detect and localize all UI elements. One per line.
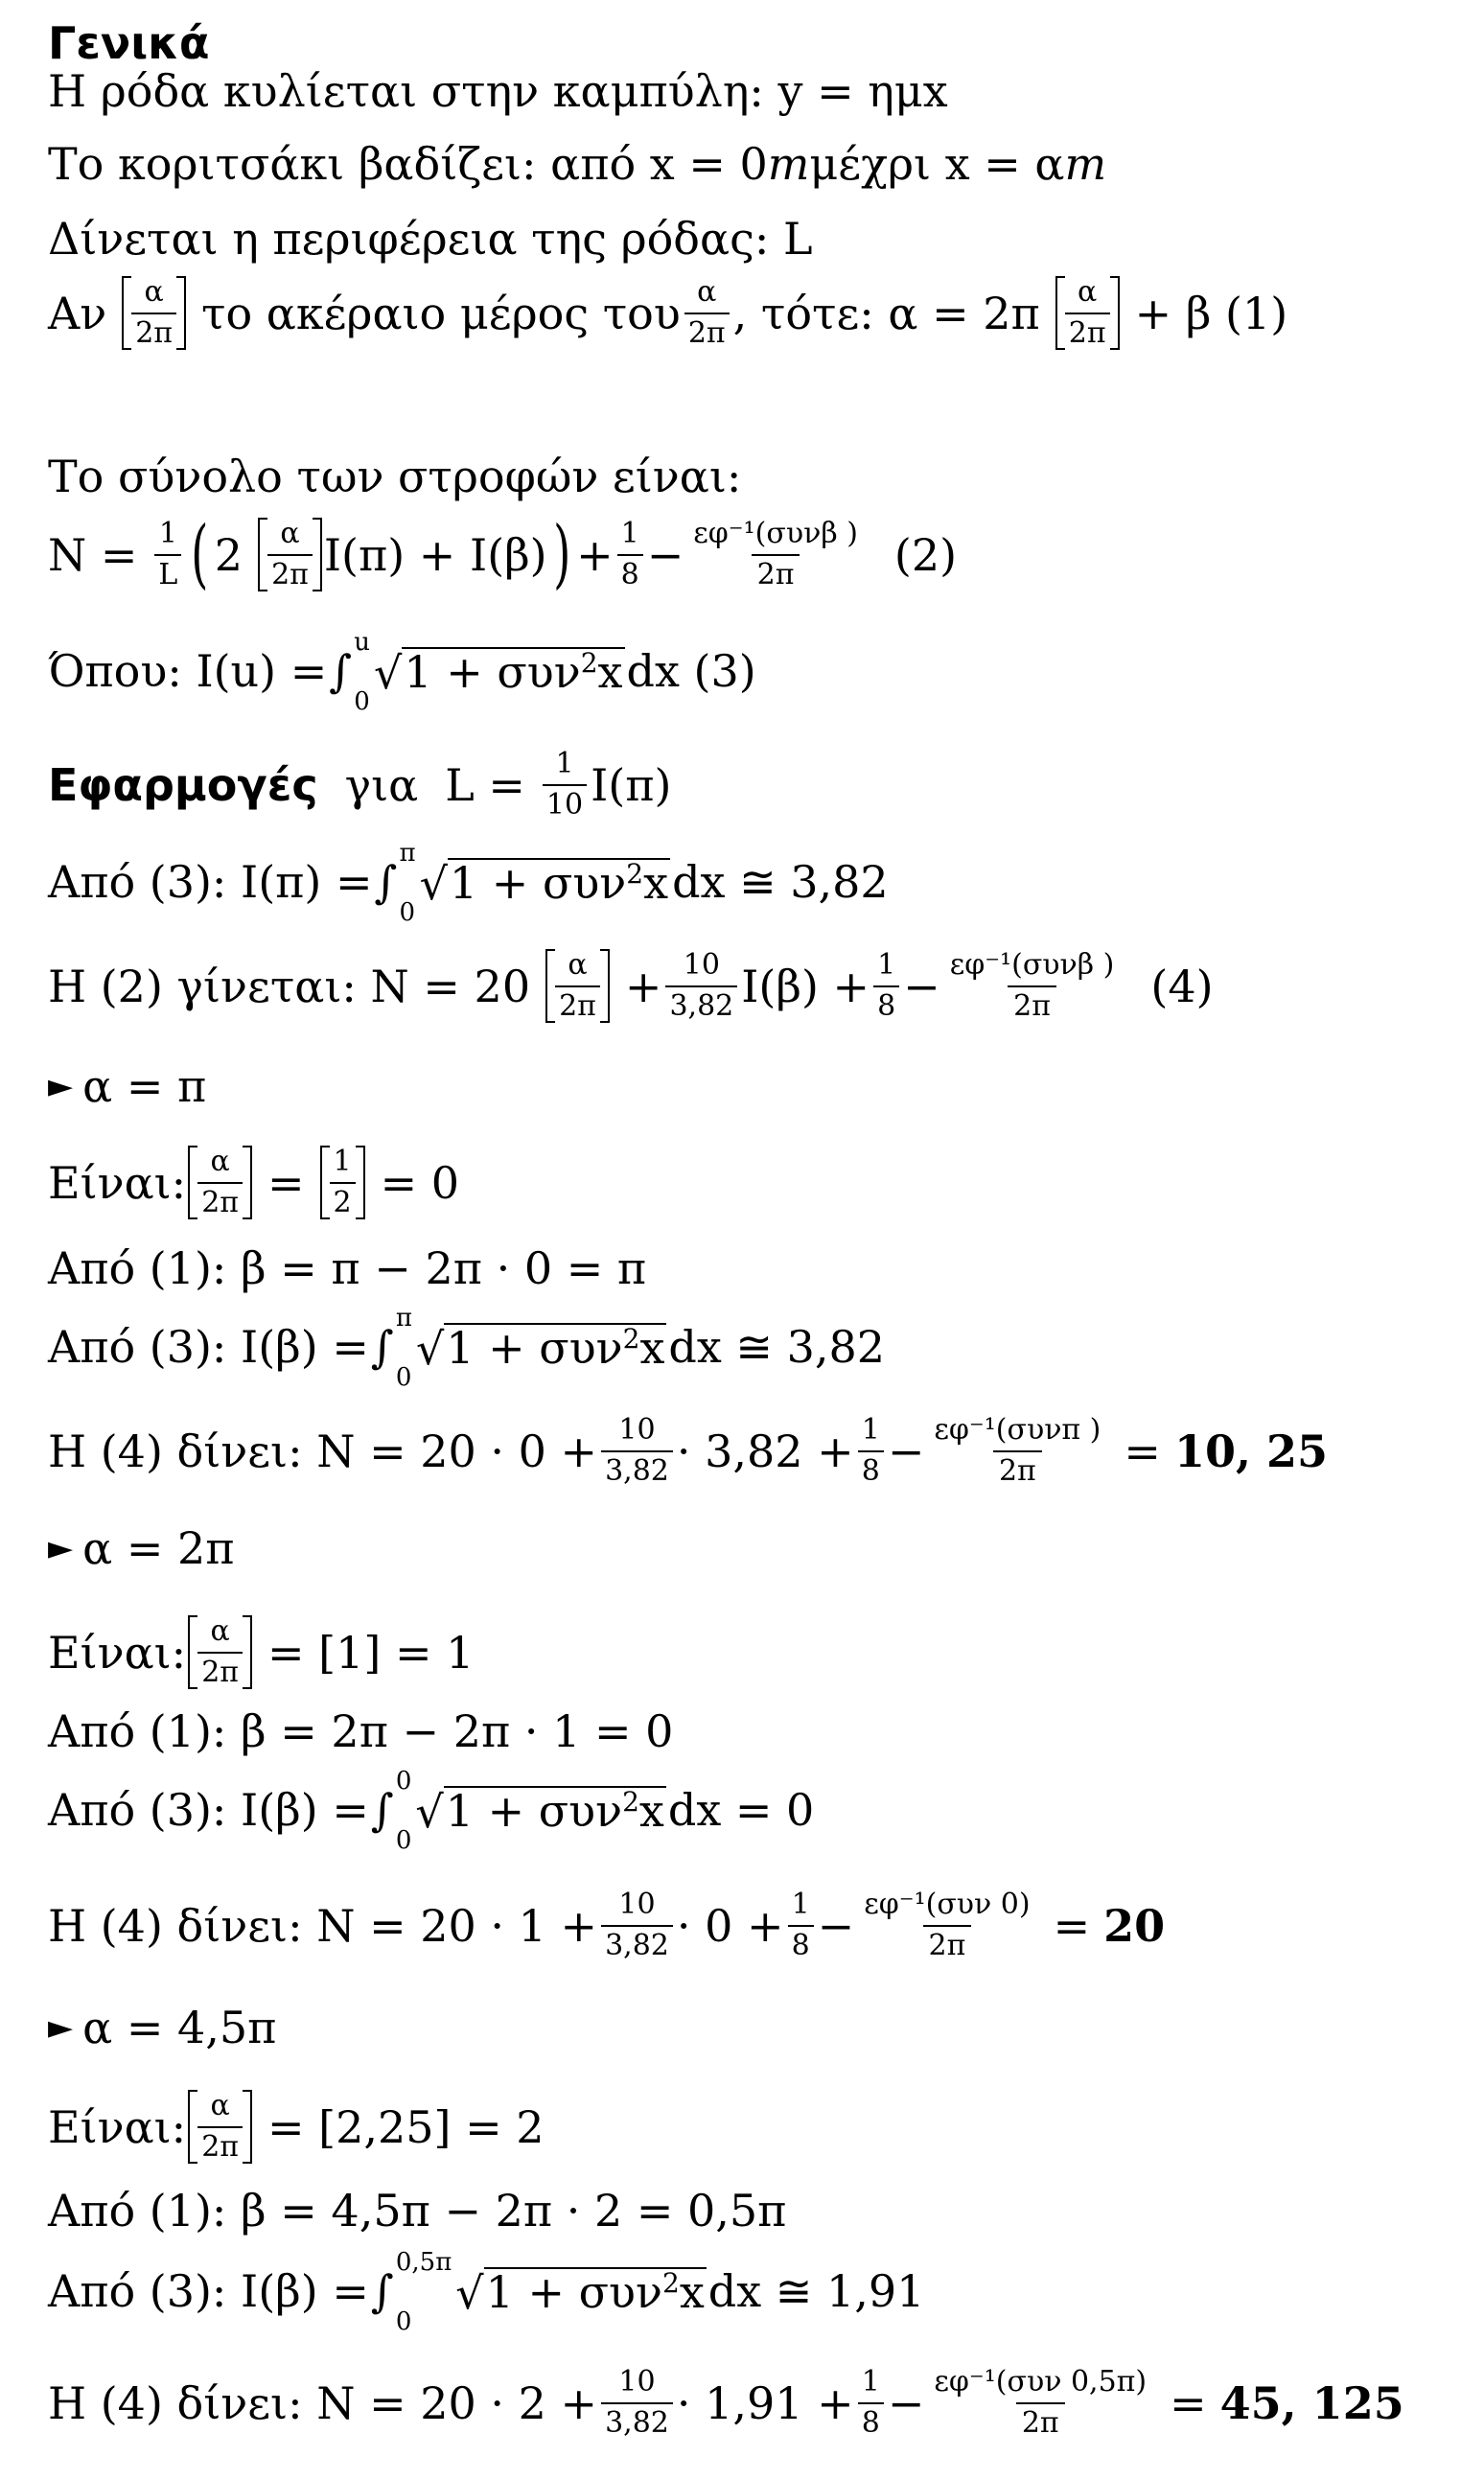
text: = <box>1053 1899 1091 1952</box>
text: Είναι: <box>48 1626 187 1679</box>
text-line <box>48 1705 674 1757</box>
floor-bracket: $\frac{\alpha}{2\pi}$ <box>545 949 610 1023</box>
equation-line-2 <box>48 511 958 598</box>
floor-bracket: $\frac{1}{2}$ <box>320 1146 365 1219</box>
text: dx = 0 <box>667 1784 815 1836</box>
text: Είναι: <box>48 2100 187 2153</box>
fraction: $\frac{\text{εφ⁻¹(συν 0,5π)}}{2\pi}$ <box>934 2365 1148 2440</box>
right-pointer-icon: ► <box>48 2008 74 2047</box>
text: Όπου: I(u) = <box>48 645 328 697</box>
integral: ∫ π 0 <box>374 839 416 927</box>
text: Από (1): β = 2π − 2π · 1 = 0 <box>48 1705 674 1757</box>
text: − <box>817 1899 855 1952</box>
equation-line <box>48 1414 1328 1488</box>
fraction: $\frac{\text{εφ⁻¹(συνβ )}}{2\pi}$ <box>693 517 858 591</box>
text-line <box>48 2185 787 2237</box>
fraction: $\frac{1}{10}$ <box>543 748 587 822</box>
fraction: $\frac{\text{εφ⁻¹(συν 0)}}{2\pi}$ <box>864 1888 1031 1962</box>
text: Η (4) δίνει: N = 20 · 2 + <box>48 2376 598 2429</box>
text: − <box>887 2376 925 2429</box>
result-value: 10, 25 <box>1173 1425 1328 1477</box>
text: , τότε: α = 2π <box>732 287 1040 339</box>
text: · 1,91 + <box>676 2376 854 2429</box>
text: μέχρι x = α <box>809 138 1065 190</box>
text: dx (3) <box>626 645 756 697</box>
floor-bracket: $\frac{\alpha}{2\pi}$ <box>1055 276 1120 350</box>
text: Από (1): β = 4,5π − 2π · 2 = 0,5π <box>48 2185 787 2237</box>
text: Από (3): I(π) = <box>48 856 373 908</box>
heading-text: Εφαρμογές <box>48 758 318 811</box>
text: Είναι: <box>48 1156 187 1209</box>
fraction: $\frac{\alpha}{2\pi}$ <box>684 276 730 350</box>
result-value: 45, 125 <box>1219 2376 1404 2429</box>
square-root: √ 1 + συν$^2$x <box>415 1321 665 1376</box>
unit: m <box>1064 138 1107 190</box>
text: I(π) + I(β) <box>323 528 547 581</box>
text: L = <box>445 758 525 811</box>
text: (4) <box>1150 960 1214 1012</box>
equation-line <box>48 2248 925 2336</box>
case-title <box>48 2002 277 2053</box>
equation-line-3 <box>48 628 756 716</box>
text: = <box>1170 2376 1207 2429</box>
text: + <box>576 528 614 581</box>
text-line <box>48 65 948 117</box>
section-heading-general <box>48 17 210 69</box>
fraction: $\frac{1}{8}$ <box>858 1414 884 1488</box>
text: I(β) + <box>741 960 870 1012</box>
equation-line-4 <box>48 949 1214 1023</box>
paren-close: ) <box>552 511 570 598</box>
fraction: $\frac{10}{3,82}$ <box>601 1889 673 1962</box>
right-pointer-icon: ► <box>48 1529 74 1567</box>
text: α = 4,5π <box>82 2002 277 2053</box>
text: για <box>344 758 419 811</box>
text: Η (2) γίνεται: N = 20 <box>48 960 531 1012</box>
text: dx ≅ 3,82 <box>672 856 889 908</box>
equation-line <box>48 2090 545 2164</box>
square-root: √ 1 + συν$^2$x <box>374 645 623 700</box>
text: 2 <box>214 528 243 581</box>
text: Η ρόδα κυλίεται στην καμπύλη: y = ημx <box>48 65 948 117</box>
floor-bracket: $\frac{\alpha}{2\pi}$ <box>258 518 322 591</box>
text: Από (3): I(β) = <box>48 2265 369 2317</box>
section-heading-applications <box>48 748 671 822</box>
equation-line <box>48 839 889 927</box>
text: Το κοριτσάκι βαδίζει: από x = 0 <box>48 138 768 190</box>
equation-line <box>48 1304 886 1392</box>
fraction: $\frac{\text{εφ⁻¹(συνπ )}}{2\pi}$ <box>934 1413 1101 1488</box>
equation-line <box>48 1767 815 1855</box>
text: dx ≅ 1,91 <box>707 2265 925 2317</box>
text: Η (4) δίνει: N = 20 · 0 + <box>48 1425 598 1477</box>
text: Από (3): I(β) = <box>48 1321 369 1373</box>
integral: ∫ 0 0 <box>370 1767 412 1855</box>
text-line <box>48 1242 647 1294</box>
text: = [2,25] = 2 <box>267 2100 545 2153</box>
text-line <box>48 138 1107 190</box>
equation-line-1 <box>48 276 1287 350</box>
text: N = <box>48 528 138 581</box>
equation-line <box>48 1615 474 1689</box>
result-value: 20 <box>1103 1899 1166 1952</box>
fraction: $\frac{\text{εφ⁻¹(συνβ )}}{2\pi}$ <box>949 948 1115 1023</box>
text: = [1] = 1 <box>267 1626 475 1679</box>
text: − <box>646 528 684 581</box>
fraction: $\frac{1}{8}$ <box>858 2366 884 2440</box>
text: Το σύνολο των στροφών είναι: <box>48 451 742 502</box>
text: το ακέραιο μέρος του <box>201 287 681 339</box>
fraction: $\frac{1}{L}$ <box>154 518 181 591</box>
text: − <box>887 1425 925 1477</box>
fraction: $\frac{10}{3,82}$ <box>601 2366 673 2440</box>
square-root: √ 1 + συν$^2$x <box>419 856 669 911</box>
text: I(π) <box>591 758 672 811</box>
text: = 0 <box>380 1156 460 1209</box>
integral: ∫ π 0 <box>370 1304 412 1392</box>
text: + β (1) <box>1134 287 1288 339</box>
fraction: $\frac{10}{3,82}$ <box>601 1414 673 1488</box>
text-line <box>48 451 742 502</box>
text: = <box>267 1156 305 1209</box>
paren-open: ( <box>191 511 209 598</box>
case-title <box>48 1522 235 1574</box>
text: · 0 + <box>676 1899 784 1952</box>
text: − <box>903 960 940 1012</box>
floor-bracket: $\frac{\alpha}{2\pi}$ <box>122 276 186 350</box>
integral: ∫ u 0 <box>329 628 371 716</box>
text: dx ≅ 3,82 <box>668 1321 886 1373</box>
right-pointer-icon: ► <box>48 1067 74 1105</box>
text: = <box>1124 1425 1161 1477</box>
fraction: $\frac{1}{8}$ <box>873 949 899 1023</box>
text: (2) <box>893 528 958 581</box>
text-line <box>48 213 813 265</box>
floor-bracket: $\frac{\alpha}{2\pi}$ <box>188 2090 252 2164</box>
text: Από (3): I(β) = <box>48 1784 369 1836</box>
fraction: $\frac{10}{3,82}$ <box>665 949 737 1023</box>
floor-bracket: $\frac{\alpha}{2\pi}$ <box>188 1615 252 1689</box>
case-title <box>48 1060 207 1112</box>
text: Αν <box>48 287 107 339</box>
text: Η (4) δίνει: N = 20 · 1 + <box>48 1899 598 1952</box>
heading-text: Γενικά <box>48 17 210 69</box>
text: α = π <box>82 1060 207 1112</box>
unit: m <box>767 138 810 190</box>
fraction: $\frac{1}{8}$ <box>788 1889 814 1962</box>
text: + <box>624 960 662 1012</box>
text: Από (1): β = π − 2π · 0 = π <box>48 1242 647 1294</box>
text: · 3,82 + <box>676 1425 854 1477</box>
floor-bracket: $\frac{\alpha}{2\pi}$ <box>188 1146 252 1219</box>
text: α = 2π <box>82 1522 235 1574</box>
equation-line <box>48 2366 1404 2440</box>
fraction: $\frac{1}{8}$ <box>617 518 643 591</box>
equation-line <box>48 1146 459 1219</box>
equation-line <box>48 1889 1165 1962</box>
text: Δίνεται η περιφέρεια της ρόδας: L <box>48 213 813 265</box>
square-root: √ 1 + συν$^2$x <box>455 2265 705 2320</box>
square-root: √ 1 + συν$^2$x <box>415 1784 664 1839</box>
integral: ∫ 0,5π 0 <box>370 2248 452 2336</box>
